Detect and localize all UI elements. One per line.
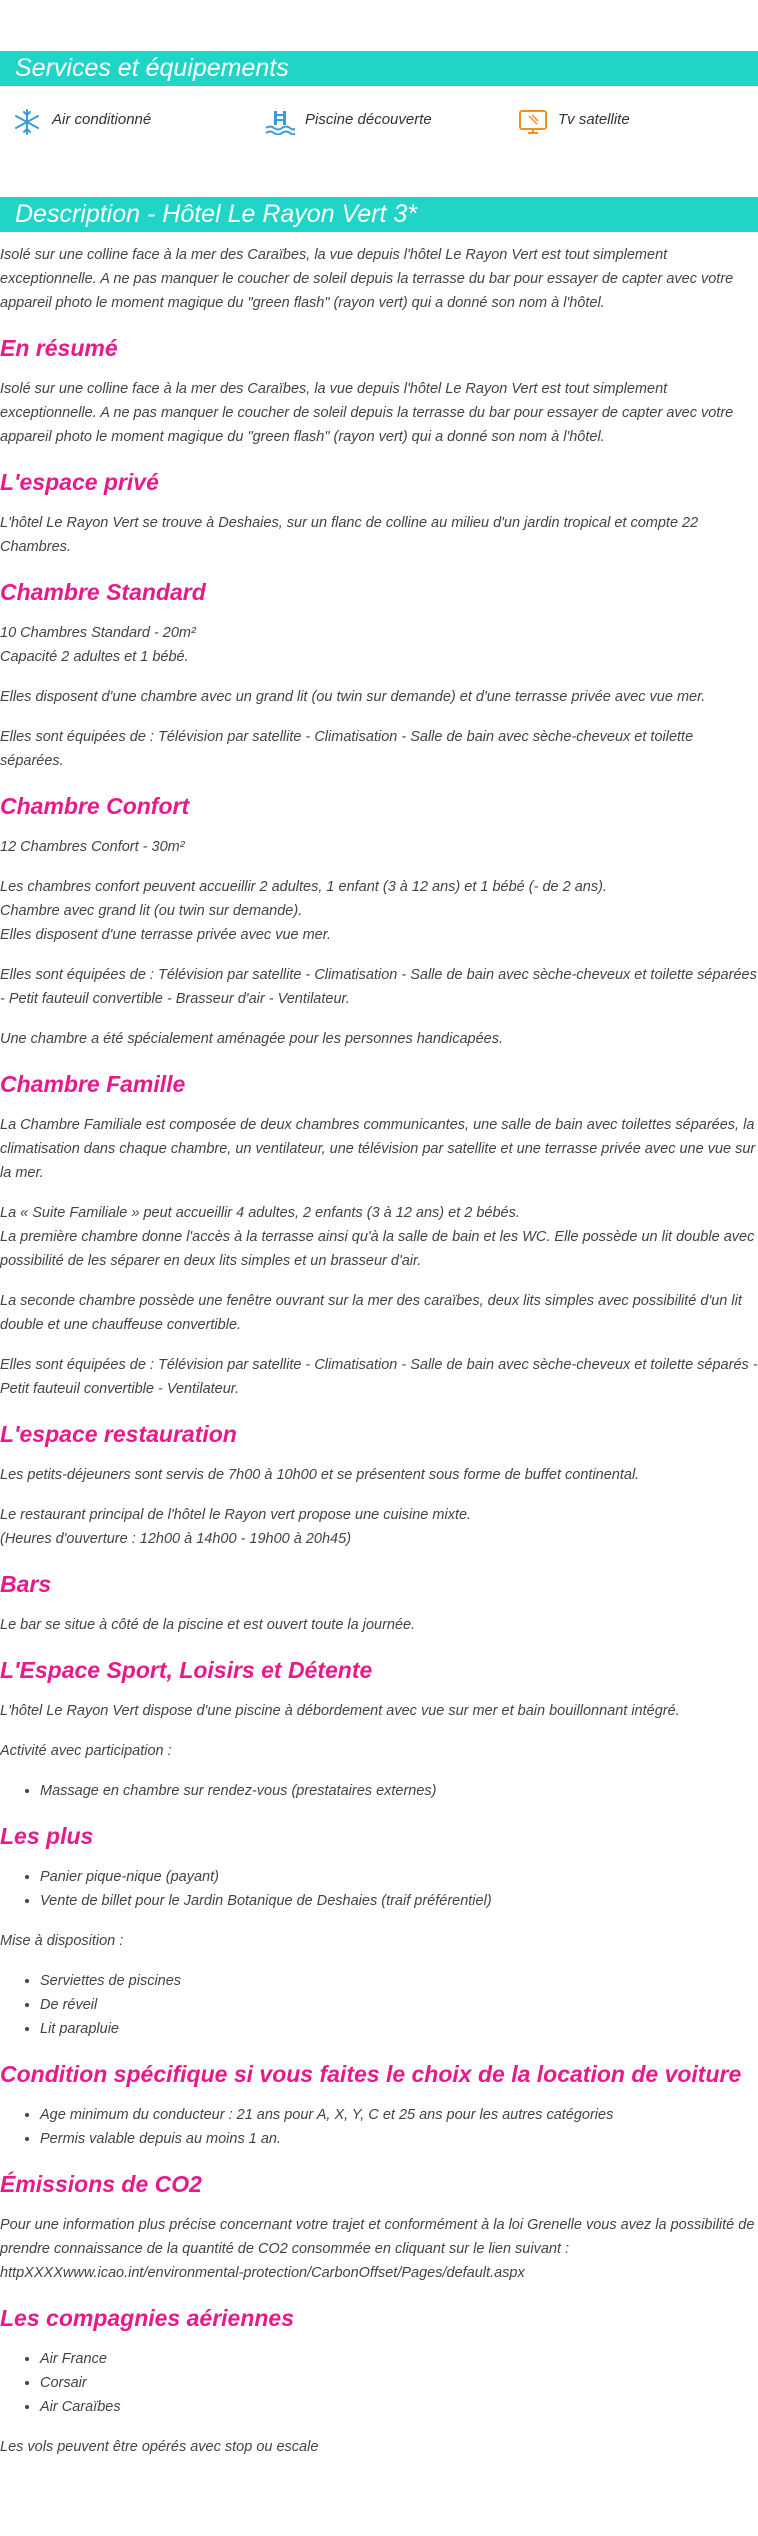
chambre-famille-first-room: La première chambre donne l'accès à la terrasse ainsi qu'à la salle de bain et les WC. Elle possède un lit double avec possibilité de les séparer en deux lits simples et un brasseur d'air. <box>0 1229 755 1269</box>
description-title: Description - Hôtel Le Rayon Vert 3* <box>15 200 418 228</box>
pool-icon <box>265 109 295 135</box>
list-item: • Vente de billet pour le Jardin Botanique de Deshaies (traif préférentiel) <box>40 1889 758 1913</box>
sport-activity-label: Activité avec participation : <box>0 1743 172 1759</box>
section-title-restauration: L'espace restauration <box>0 1421 237 1447</box>
services-title: Services et équipements <box>15 54 289 82</box>
section-title-sport: L'Espace Sport, Loisirs et Détente <box>0 1657 373 1683</box>
description-banner <box>0 197 758 232</box>
section-title-compagnies: Les compagnies aériennes <box>0 2305 295 2331</box>
resume-text: Isolé sur une colline face à la mer des Caraïbes, la vue depuis l'hôtel Le Rayon Vert est tout simplement exceptionnelle. A ne pas manquer le coucher de soleil depuis la terrasse du bar pour essayer de capter avec votre appareil photo le moment magique du "green flash" (rayon vert) qui a donné son nom à l'hôtel. <box>0 381 734 445</box>
restauration-restaurant <box>0 1503 758 1551</box>
restauration-cuisine: Le restaurant principal de l'hôtel le Rayon vert propose une cuisine mixte. <box>0 1507 472 1523</box>
airlines-note: Les vols peuvent être opérés avec stop ou escale <box>0 2439 319 2455</box>
chambre-confort-occupancy: Les chambres confort peuvent accueillir 2 adultes, 1 enfant (3 à 12 ans) et 1 bébé (- de 2 ans). <box>0 879 607 895</box>
espace-prive-text: L'hôtel Le Rayon Vert se trouve à Deshaies, sur un flanc de colline au milieu d'un jardin tropical et compte 22 Chambres. <box>0 515 699 555</box>
section-title-chambre-confort: Chambre Confort <box>0 793 190 819</box>
list-item: • Age minimum du conducteur : 21 ans pour A, X, Y, C et 25 ans pour les autres catégories <box>40 2103 758 2127</box>
chambre-famille-second-room: La seconde chambre possède une fenêtre ouvrant sur la mer des caraïbes, deux lits simples avec possibilité d'un lit double et une chauffeuse convertible. <box>0 1293 742 1333</box>
section-title-chambre-famille: Chambre Famille <box>0 1071 186 1097</box>
section-title-espace-prive: L'espace privé <box>0 469 159 495</box>
hotel-description <box>0 243 758 2475</box>
chambre-standard-equipment: Elles sont équipées de : Télévision par satellite - Climatisation - Salle de bain avec sèche-cheveux et toilette séparées. <box>0 729 694 769</box>
chambre-famille-details <box>0 1201 758 1273</box>
plus-provided-list <box>0 1969 758 2041</box>
chambre-confort-capacity <box>0 875 758 947</box>
chambre-standard-beds: Elles disposent d'une chambre avec un grand lit (ou twin sur demande) et d'une terrasse privée avec vue mer. <box>0 689 706 705</box>
amenities-list <box>0 107 758 137</box>
list-item: • Air Caraïbes <box>40 2395 758 2419</box>
description-intro: Isolé sur une colline face à la mer des Caraïbes, la vue depuis l'hôtel Le Rayon Vert est tout simplement exceptionnelle. A ne pas manquer le coucher de soleil depuis la terrasse du bar pour essayer de capter avec votre appareil photo le moment magique du "green flash" (rayon vert) qui a donné son nom à l'hôtel. <box>0 247 734 311</box>
section-title-bars: Bars <box>0 1571 52 1597</box>
snowflake-icon <box>12 109 42 135</box>
list-item: • Air France <box>40 2347 758 2371</box>
list-item: • Massage en chambre sur rendez-vous (prestataires externes) <box>40 1779 758 1803</box>
sport-activity-list <box>0 1779 758 1803</box>
location-conditions-list <box>0 2103 758 2151</box>
list-item: • Panier pique-nique (payant) <box>40 1865 758 1889</box>
list-item: • De réveil <box>40 1993 758 2017</box>
chambre-famille-equipment: Elles sont équipées de : Télévision par satellite - Climatisation - Salle de bain avec sèche-cheveux et toilette séparés - Petit fauteuil convertible - Ventilateur. <box>0 1357 758 1397</box>
sport-pool: L'hôtel Le Rayon Vert dispose d'une piscine à débordement avec vue sur mer et bain bouillonnant intégré. <box>0 1703 680 1719</box>
restauration-hours: (Heures d'ouverture : 12h00 à 14h00 - 19h00 à 20h45) <box>0 1531 352 1547</box>
amenity-label: Tv satellite <box>558 111 630 128</box>
chambre-standard-count: 10 Chambres Standard - 20m² <box>0 625 196 641</box>
chambre-confort-beds: Chambre avec grand lit (ou twin sur demande). <box>0 903 303 919</box>
chambre-confort-terrace: Elles disposent d'une terrasse privée avec vue mer. <box>0 927 332 943</box>
chambre-standard-capacity <box>0 621 758 669</box>
list-item: • Serviettes de piscines <box>40 1969 758 1993</box>
chambre-famille-occupancy: La « Suite Familiale » peut accueillir 4 adultes, 2 enfants (3 à 12 ans) et 2 bébés. <box>0 1205 520 1221</box>
chambre-confort-accessibility: Une chambre a été spécialement aménagée pour les personnes handicapées. <box>0 1031 503 1047</box>
section-title-chambre-standard: Chambre Standard <box>0 579 206 605</box>
chambre-confort-equipment: Elles sont équipées de : Télévision par satellite - Climatisation - Salle de bain avec sèche-cheveux et toilette séparées - Petit fauteuil convertible - Brasseur d'air - Ventilateur. <box>0 967 757 1007</box>
section-title-co2: Émissions de CO2 <box>0 2171 202 2197</box>
plus-list <box>0 1865 758 1913</box>
tv-icon <box>518 109 548 135</box>
restauration-breakfast: Les petits-déjeuners sont servis de 7h00 à 10h00 et se présentent sous forme de buffet continental. <box>0 1467 640 1483</box>
airlines-list <box>0 2347 758 2419</box>
section-title-resume: En résumé <box>0 335 118 361</box>
list-item: • Corsair <box>40 2371 758 2395</box>
services-banner <box>0 51 758 86</box>
amenity-label: Air conditionné <box>52 111 152 128</box>
bars-text: Le bar se situe à côté de la piscine et est ouvert toute la journée. <box>0 1617 416 1633</box>
section-title-location: Condition spécifique si vous faites le choix de la location de voiture <box>0 2061 742 2087</box>
list-item: • Lit parapluie <box>40 2017 758 2041</box>
chambre-confort-count: 12 Chambres Confort - 30m² <box>0 839 185 855</box>
plus-provided-label: Mise à disposition : <box>0 1933 124 1949</box>
list-item: • Permis valable depuis au moins 1 an. <box>40 2127 758 2151</box>
chambre-standard-occupancy: Capacité 2 adultes et 1 bébé. <box>0 649 189 665</box>
co2-text: Pour une information plus précise concernant votre trajet et conformément à la loi Grenelle vous avez la possibilité de prendre connaissance de la quantité de CO2 consommée en cliquant sur le lien suivant : httpXXXXwww.icao.int/environmental-protection/CarbonOffset/Pages/default.aspx <box>0 2217 755 2281</box>
amenity-label: Piscine découverte <box>305 111 432 128</box>
section-title-plus: Les plus <box>0 1823 94 1849</box>
chambre-famille-intro: La Chambre Familiale est composée de deux chambres communicantes, une salle de bain avec toilettes séparées, la climatisation dans chaque chambre, un ventilateur, une télévision par satellite et une terrasse privée avec une vue sur la mer. <box>0 1117 756 1181</box>
